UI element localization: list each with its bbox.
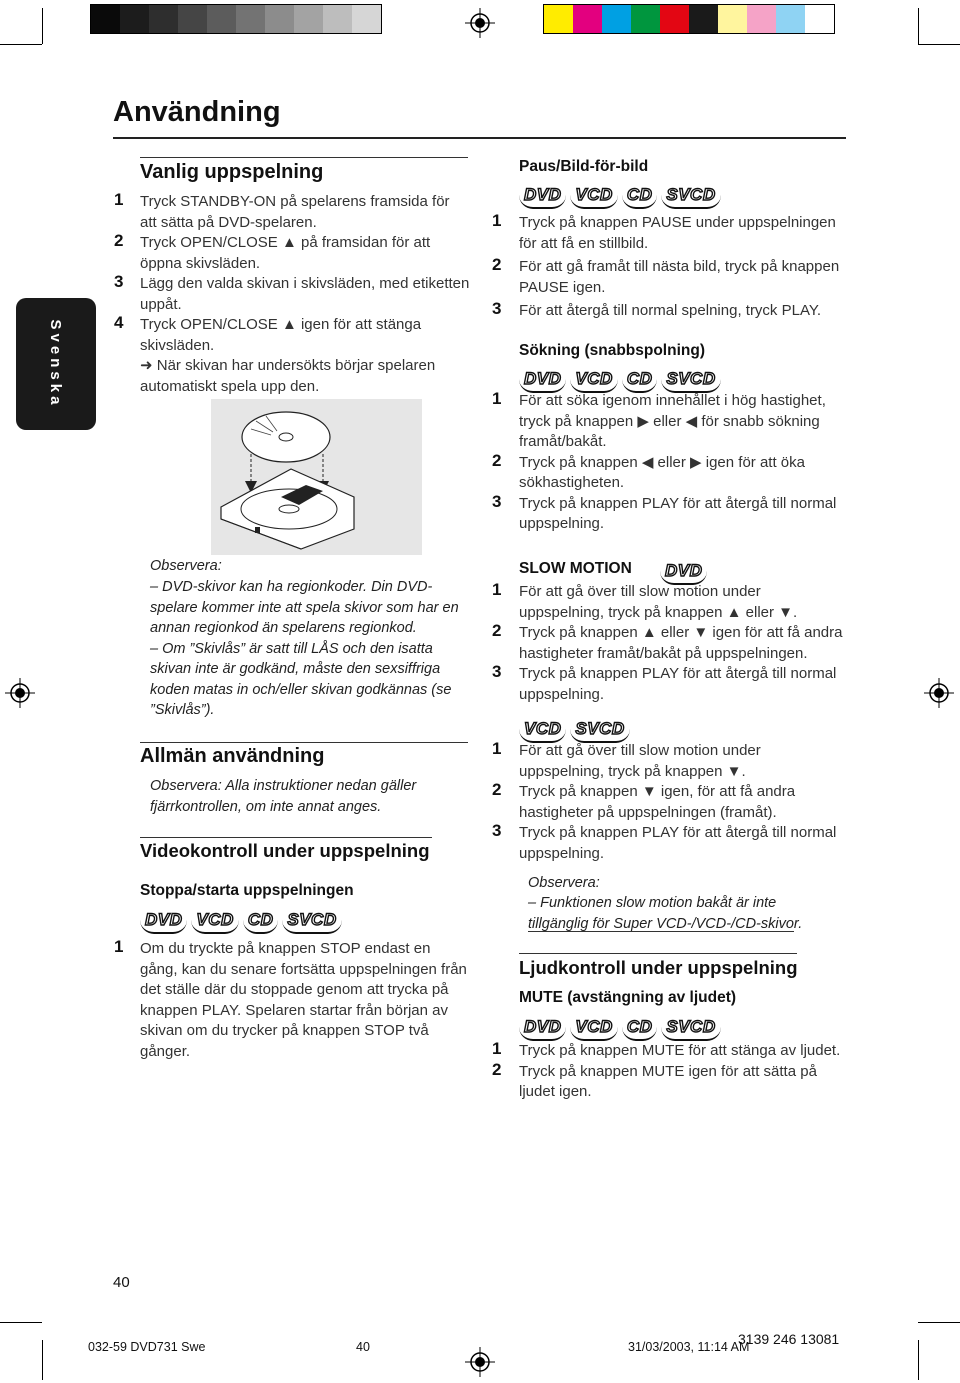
disc-badges — [140, 905, 342, 931]
step-text: öppna skivsläden. — [140, 254, 261, 272]
crop-mark — [918, 8, 919, 44]
heading-slow-motion: SLOW MOTION — [519, 560, 632, 577]
note-text: tillgänglig för Super VCD-/VCD-/CD-skivor. — [528, 915, 803, 932]
disc-format-vcd-icon: VCD — [519, 714, 566, 743]
section-divider — [528, 931, 794, 932]
step-text: skivan om du trycker på knappen STOP två — [140, 1022, 429, 1039]
registration-mark-icon — [465, 1347, 495, 1377]
step-text: framåt/bakåt. — [519, 433, 607, 450]
step-number: 1 — [492, 580, 502, 599]
page-number: 40 — [113, 1274, 130, 1291]
step-text: För att gå över till slow motion under — [519, 583, 761, 600]
step-text: hastigheter framåt/bakåt på uppspelningen. — [519, 644, 808, 662]
step-text: uppspelning. — [519, 844, 605, 862]
heading-paus: Paus/Bild-för-bild — [519, 158, 649, 175]
footer-code: 3139 246 13081 — [738, 1331, 840, 1347]
disc-format-dvd-icon: DVD — [660, 556, 707, 585]
heading-mute: MUTE (avstängning av ljudet) — [519, 989, 737, 1006]
calibration-swatch — [120, 5, 149, 33]
title-divider — [113, 137, 846, 139]
calibration-swatch — [805, 5, 834, 33]
note-text: ”Skivlås”). — [150, 702, 215, 718]
disc-format-vcd-icon: VCD — [570, 364, 617, 393]
heading-sokning: Sökning (snabbspolning) — [519, 342, 705, 359]
note-text: Observera: — [528, 875, 600, 891]
step-text: tryck på knappen ▶ eller ◀ för snabb sökning — [519, 412, 820, 430]
step-text: Tryck på knappen PLAY för att återgå till normal — [519, 824, 837, 841]
disc-badges — [519, 180, 721, 206]
crop-mark — [42, 8, 43, 44]
step-text: Tryck på knappen MUTE för att stänga av ljudet. — [519, 1042, 841, 1059]
calibration-swatch — [149, 5, 178, 33]
crop-mark — [0, 1322, 42, 1323]
disc-badges — [519, 1012, 721, 1038]
note-text: fjärrkontrollen, om inte annat anges. — [150, 798, 382, 815]
step-text: Tryck OPEN/CLOSE ▲ igen för att stänga — [140, 316, 422, 333]
calibration-swatch — [718, 5, 747, 33]
note-text: Observera: — [150, 558, 222, 574]
step-text: Tryck på knappen ◀ eller ▶ igen för att öka — [519, 453, 805, 471]
step-text: Tryck på knappen PLAY för att återgå till normal — [519, 494, 837, 512]
step-number: 4 — [114, 313, 124, 332]
note-text: koden matas in och/eller skivan godkännas (se — [150, 681, 452, 698]
disc-loading-illustration — [211, 399, 422, 555]
disc-format-vcd-icon: VCD — [191, 905, 238, 934]
step-text: För att återgå till normal spelning, tryck PLAY. — [519, 302, 822, 319]
step-text: Tryck på knappen ▼ igen, för att få andra — [519, 783, 796, 800]
step-text: Tryck på knappen PLAY för att återgå till normal — [519, 665, 837, 682]
footer-page: 40 — [356, 1340, 370, 1354]
step-text: uppåt. — [140, 295, 182, 313]
section-divider — [140, 157, 468, 158]
note-text: – DVD-skivor kan ha regionkoder. Din DVD- — [150, 579, 433, 595]
disc-format-dvd-icon: DVD — [519, 364, 566, 393]
step-text: för att få en stillbild. — [519, 234, 649, 252]
calibration-swatch — [776, 5, 805, 33]
crop-mark — [918, 1322, 960, 1323]
disc-format-svcd-icon: SVCD — [661, 1012, 720, 1041]
calibration-swatch — [178, 5, 207, 33]
section-divider — [140, 837, 432, 838]
step-text: gånger. — [140, 1042, 191, 1060]
calibration-swatch — [747, 5, 776, 33]
step-text: uppspelning, tryck på knappen ▲ eller ▼. — [519, 603, 798, 621]
step-number: 3 — [492, 821, 502, 840]
page-title: Användning — [113, 96, 281, 128]
disc-format-vcd-icon: VCD — [570, 1012, 617, 1041]
step-text: Om du tryckte på knappen STOP endast en — [140, 940, 431, 957]
step-text: Tryck på knappen MUTE igen för att sätta på — [519, 1062, 817, 1080]
disc-format-svcd-icon: SVCD — [282, 905, 341, 934]
note-text: – Om ”Skivlås” är satt till LÅS och den isatta — [150, 640, 433, 657]
step-text: Tryck OPEN/CLOSE ▲ på framsidan för att — [140, 234, 431, 251]
crop-mark — [42, 1340, 43, 1380]
step-number: 3 — [492, 491, 502, 511]
calibration-swatch — [689, 5, 718, 33]
note-text: Observera: Alla instruktioner nedan gäller — [150, 778, 417, 794]
step-text: ljudet igen. — [519, 1083, 592, 1100]
step-text: hastigheter på uppspelningen (framåt). — [519, 803, 777, 821]
disc-format-dvd-icon: DVD — [519, 180, 566, 209]
step-text: knappen PLAY. Spelaren startar från början av — [140, 1001, 448, 1019]
calibration-swatch — [323, 5, 352, 33]
calibration-swatch — [544, 5, 573, 33]
calibration-swatch — [207, 5, 236, 33]
heading-vanlig-uppspelning: Vanlig uppspelning — [140, 161, 324, 183]
calibration-swatch — [352, 5, 381, 33]
note-text: – Funktionen slow motion bakåt är inte — [528, 895, 777, 911]
step-number: 1 — [492, 211, 502, 230]
step-text: skivsläden. — [140, 336, 215, 354]
note-text: annan regionkod än spelarens regionkod. — [150, 620, 417, 636]
color-bar — [543, 4, 835, 34]
language-side-tab — [16, 298, 96, 430]
calibration-swatch — [265, 5, 294, 33]
side-tab-label: Svenska — [47, 319, 65, 409]
step-number: 2 — [492, 1059, 502, 1079]
step-text: PAUSE igen. — [519, 278, 606, 296]
disc-format-cd-icon: CD — [622, 180, 658, 209]
step-number: 2 — [492, 780, 502, 799]
step-number: 3 — [492, 662, 502, 681]
step-text: gång, kan du senare fortsätta uppspelningen från — [140, 960, 467, 978]
heading-stoppa-starta: Stoppa/starta uppspelningen — [140, 882, 354, 899]
step-text: Tryck STANDBY-ON på spelarens framsida för — [140, 193, 450, 210]
registration-mark-icon — [5, 678, 35, 708]
step-text: ➜ När skivan har undersökts börjar spelaren — [140, 357, 436, 374]
step-text: uppspelning. — [519, 685, 605, 703]
note-text: skivan inte är godkänd, måste den sexsiffriga — [150, 661, 441, 677]
registration-mark-icon — [924, 678, 954, 708]
step-text: det ställe där du stoppade genom att trycka på — [140, 981, 449, 998]
step-text: uppspelning. — [519, 515, 605, 532]
grayscale-bar — [90, 4, 382, 34]
step-text: att sätta på DVD-spelaren. — [140, 213, 317, 231]
registration-mark-icon — [465, 8, 495, 38]
disc-badges — [519, 714, 630, 740]
step-number: 1 — [114, 190, 124, 209]
calibration-swatch — [573, 5, 602, 33]
step-number: 1 — [492, 389, 502, 408]
calibration-swatch — [91, 5, 120, 33]
step-text: sökhastigheten. — [519, 474, 625, 491]
heading-ljudkontroll: Ljudkontroll under uppspelning — [519, 957, 798, 978]
step-number: 2 — [114, 231, 124, 250]
crop-mark — [918, 44, 960, 45]
step-number: 2 — [492, 255, 502, 274]
crop-mark — [918, 1340, 919, 1380]
calibration-swatch — [294, 5, 323, 33]
disc-format-svcd-icon: SVCD — [661, 180, 720, 209]
step-number: 2 — [492, 450, 502, 470]
calibration-swatch — [236, 5, 265, 33]
step-number: 1 — [492, 739, 502, 758]
step-text: För att gå över till slow motion under — [519, 742, 761, 759]
step-text: Tryck på knappen PAUSE under uppspelningen — [519, 214, 836, 231]
step-text: uppspelning, tryck på knappen ▼. — [519, 762, 746, 780]
step-number: 1 — [114, 937, 124, 956]
disc-format-svcd-icon: SVCD — [570, 714, 629, 743]
disc-format-svcd-icon: SVCD — [661, 364, 720, 393]
step-text: För att gå framåt till nästa bild, tryck på knappen — [519, 258, 840, 275]
disc-badges — [519, 364, 721, 390]
heading-allman-anvandning: Allmän användning — [140, 745, 325, 767]
disc-format-cd-icon: CD — [622, 364, 658, 393]
note-text: spelare kommer inte att spela skivor som har en — [150, 599, 459, 616]
crop-mark — [0, 44, 42, 45]
disc-format-cd-icon: CD — [243, 905, 279, 934]
heading-videokontroll: Videokontroll under uppspelning — [140, 840, 430, 861]
section-divider — [519, 953, 797, 954]
disc-format-dvd-icon: DVD — [140, 905, 187, 934]
step-number: 1 — [492, 1039, 502, 1058]
calibration-swatch — [631, 5, 660, 33]
section-divider — [140, 742, 468, 743]
disc-badges — [660, 556, 707, 582]
step-number: 3 — [114, 272, 124, 291]
step-number: 3 — [492, 299, 502, 318]
calibration-swatch — [660, 5, 689, 33]
calibration-swatch — [602, 5, 631, 33]
disc-format-cd-icon: CD — [622, 1012, 658, 1041]
step-text: automatiskt spela upp den. — [140, 377, 320, 395]
footer-date: 31/03/2003, 11:14 AM — [628, 1340, 750, 1354]
step-text: Tryck på knappen ▲ eller ▼ igen för att få andra — [519, 624, 843, 641]
footer-file: 032-59 DVD731 Swe — [88, 1340, 206, 1354]
step-text: För att söka igenom innehållet i hög hastighet, — [519, 392, 826, 409]
step-text: Lägg den valda skivan i skivsläden, med etiketten — [140, 275, 470, 292]
disc-format-dvd-icon: DVD — [519, 1012, 566, 1041]
disc-format-vcd-icon: VCD — [570, 180, 617, 209]
step-number: 2 — [492, 621, 502, 640]
